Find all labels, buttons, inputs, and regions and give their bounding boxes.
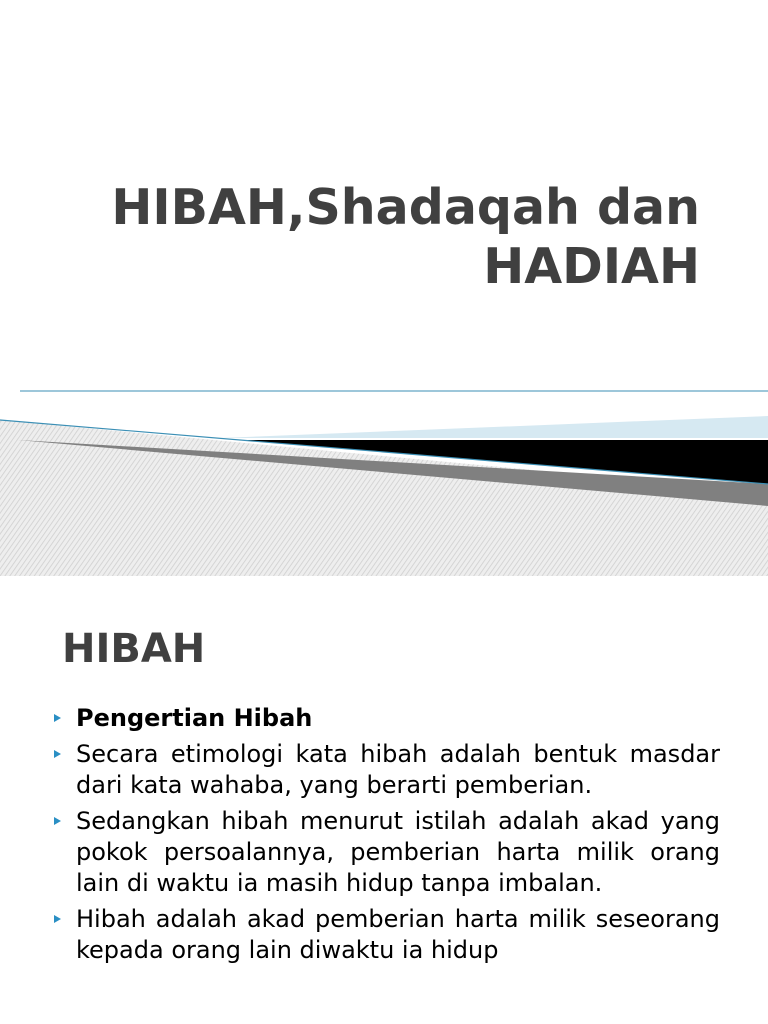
bullet-item xyxy=(52,703,720,734)
bullet-item xyxy=(52,739,720,801)
bullet-item xyxy=(52,806,720,899)
slide-title-line-1: HIBAH,Shadaqah dan xyxy=(111,179,700,236)
slide-title xyxy=(60,178,700,296)
bullet-arrow-icon xyxy=(54,714,61,722)
content-slide xyxy=(0,576,768,1024)
bullet-item xyxy=(52,904,720,966)
bullet-text: Sedangkan hibah menurut istilah adalah akad yang pokok persoalannya, pemberian harta milik orang lain di waktu ia masih hidup tanpa imbalan. xyxy=(76,807,720,897)
bullet-arrow-icon xyxy=(54,817,61,825)
bullet-list xyxy=(52,703,720,971)
bullet-arrow-icon xyxy=(54,750,61,758)
bullet-text: Pengertian Hibah xyxy=(76,704,313,732)
light-band xyxy=(220,416,768,438)
slide-title-line-2: HADIAH xyxy=(483,238,700,295)
bullet-text: Hibah adalah akad pemberian harta milik seseorang kepada orang lain diwaktu ia hidup xyxy=(76,905,720,964)
bullet-text: Secara etimologi kata hibah adalah bentuk masdar dari kata wahaba, yang berarti pemberian. xyxy=(76,740,720,799)
slide-heading: HIBAH xyxy=(62,626,206,672)
decorative-bands xyxy=(0,380,768,576)
bullet-arrow-icon xyxy=(54,915,61,923)
